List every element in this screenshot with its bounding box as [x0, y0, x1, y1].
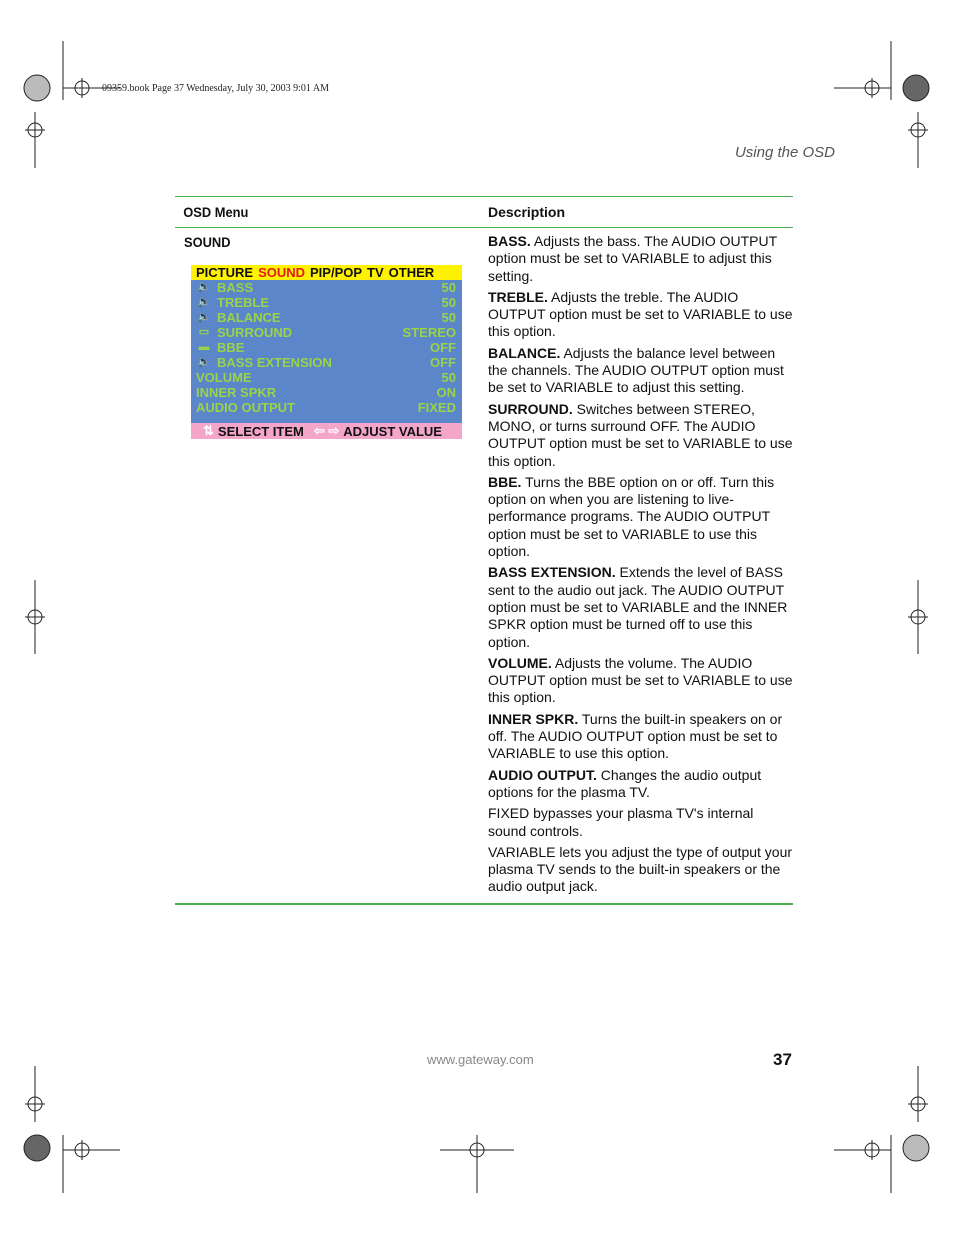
description-term: TREBLE.	[488, 288, 548, 305]
description-paragraph	[488, 345, 793, 397]
description-paragraph	[488, 564, 793, 650]
osd-row-label: VOLUME	[196, 370, 252, 385]
osd-row-value: ON	[436, 385, 456, 400]
osd-row-bbe	[191, 340, 462, 355]
osd-tab-tv: TV	[367, 265, 384, 280]
osd-row-value: OFF	[430, 355, 456, 370]
description-paragraph	[488, 844, 793, 896]
description-text: Changes the audio output options for the plasma TV.	[488, 766, 762, 800]
menu-name: SOUND	[184, 234, 231, 250]
header-description: Description	[488, 204, 566, 220]
speaker-icon: 🔈	[197, 281, 211, 293]
description-paragraph	[488, 474, 793, 560]
description-term: SURROUND.	[488, 400, 573, 417]
osd-row-value: OFF	[430, 340, 456, 355]
header-osd-menu: OSD Menu	[183, 204, 249, 220]
select-item-label: SELECT ITEM	[217, 423, 304, 439]
osd-row-balance	[191, 310, 462, 325]
osd-tab-pip-pop: PIP/POP	[310, 265, 363, 280]
osd-menu-body	[191, 280, 462, 423]
description-paragraph	[488, 767, 793, 802]
table-bottom-rule	[175, 903, 793, 905]
osd-row-value: 50	[441, 310, 456, 325]
description-text: Extends the level of BASS sent to the audio out jack. The AUDIO OUTPUT option must be set to VARIABLE and the INNER SPKR option must be turned off to use this option.	[488, 564, 788, 650]
speaker-icon: 🔈	[197, 296, 211, 308]
osd-row-label: BALANCE	[217, 310, 281, 325]
description-text: Adjusts the balance level between the channels. The AUDIO OUTPUT option must be set to VARIABLE to adjust this setting.	[488, 344, 784, 396]
osd-row-surround	[191, 325, 462, 340]
page-number: 37	[773, 1050, 792, 1069]
osd-row-inner-spkr	[191, 385, 462, 400]
osd-row-treble	[191, 295, 462, 310]
book-info: 09359.book Page 37 Wednesday, July 30, 2003 9:01 AM	[102, 83, 329, 94]
adjust-value-label: ADJUST VALUE	[343, 423, 442, 439]
osd-row-value: 50	[441, 295, 456, 310]
description-text: Switches between STEREO, MONO, or turns surround OFF. The AUDIO OUTPUT option must be set to VARIABLE to use this option.	[488, 400, 793, 469]
description-term: AUDIO OUTPUT.	[488, 766, 597, 783]
description-text: FIXED bypasses your plasma TV's internal sound controls.	[488, 805, 754, 839]
description-term: BBE.	[488, 473, 522, 490]
left-right-arrow-icon: ⇦ ⇨	[313, 423, 340, 438]
osd-row-label: INNER SPKR	[196, 385, 277, 400]
description-term: BALANCE.	[488, 344, 561, 361]
table-header	[175, 197, 793, 227]
osd-row-label: BASS EXTENSION	[217, 355, 332, 370]
osd-tab-sound: SOUND	[258, 265, 306, 280]
osd-row-label: AUDIO OUTPUT	[196, 400, 295, 415]
osd-row-bass	[191, 280, 462, 295]
description-paragraph	[488, 655, 793, 707]
description-text: Adjusts the bass. The AUDIO OUTPUT option must be set to VARIABLE to adjust this setting.	[488, 233, 777, 284]
bbe-icon: ▬	[198, 341, 210, 353]
description-text: Adjusts the volume. The AUDIO OUTPUT option must be set to VARIABLE to use this option.	[488, 654, 793, 706]
footer-url: www.gateway.com	[427, 1052, 534, 1067]
description-text: VARIABLE lets you adjust the type of output your plasma TV sends to the built-in speakers or the audio output jack.	[488, 843, 793, 895]
osd-row-audio-output	[191, 400, 462, 415]
osd-row-value: 50	[441, 280, 456, 295]
osd-row-value: FIXED	[417, 400, 456, 415]
description-paragraph	[488, 233, 793, 285]
description-term: BASS EXTENSION.	[488, 564, 616, 581]
osd-tab-other: OTHER	[388, 265, 435, 280]
osd-tab-picture: PICTURE	[196, 265, 254, 280]
osd-tab-bar	[191, 265, 462, 280]
description-paragraph	[488, 401, 793, 470]
description-text: Turns the BBE option on or off. Turn this option on when you are listening to live-performance programs. The AUDIO OUTPUT option must be set to VARIABLE to use this option.	[488, 473, 775, 560]
speaker-icon: 🔈	[197, 311, 211, 323]
osd-row-label: BASS	[217, 280, 254, 295]
osd-row-bass-extension	[191, 355, 462, 370]
description-term: INNER SPKR.	[488, 710, 579, 727]
osd-row-label: TREBLE	[217, 295, 269, 310]
osd-row-value: STEREO	[402, 325, 456, 340]
running-head: Using the OSD	[734, 144, 835, 161]
osd-row-volume	[191, 370, 462, 385]
description-cell	[486, 228, 793, 903]
description-text: Adjusts the treble. The AUDIO OUTPUT option must be set to VARIABLE to use this option.	[488, 288, 793, 340]
osd-row-label: BBE	[217, 340, 245, 355]
description-term: VOLUME.	[488, 654, 552, 671]
description-paragraph	[488, 805, 793, 840]
up-down-arrow-icon: ⇅	[203, 423, 214, 438]
description-paragraph	[488, 289, 793, 341]
description-term: BASS.	[488, 233, 531, 249]
description-text: Turns the built-in speakers on or off. The AUDIO OUTPUT option must be set to VARIABLE to use this option.	[488, 710, 783, 762]
surround-icon: ▭	[198, 326, 210, 338]
speaker-icon: 🔈	[197, 356, 211, 368]
description-paragraph	[488, 711, 793, 763]
osd-footer	[191, 423, 462, 439]
osd-screen	[191, 265, 462, 440]
osd-row-value: 50	[441, 370, 456, 385]
osd-row-label: SURROUND	[217, 325, 293, 340]
